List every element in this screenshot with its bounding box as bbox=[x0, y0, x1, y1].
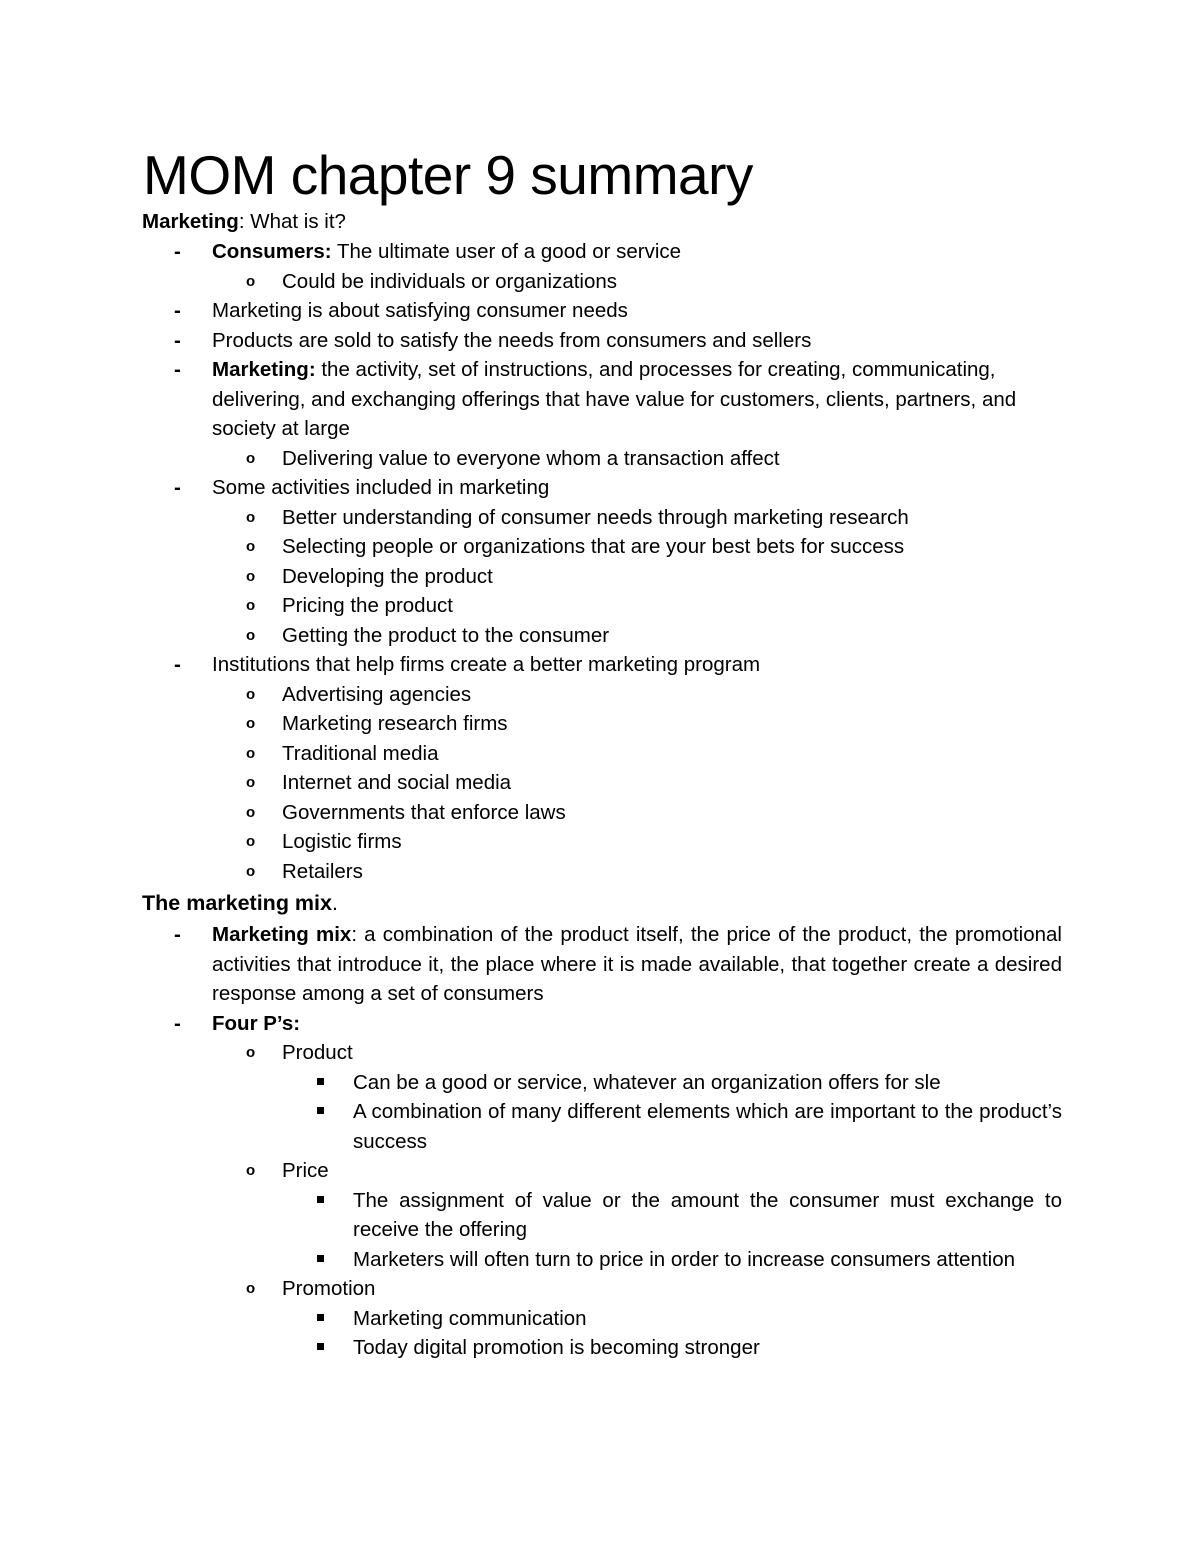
list-item bbox=[142, 237, 1062, 267]
item-text: The assignment of value or the amount the consumer must exchange to receive the offering bbox=[353, 1188, 1062, 1241]
dash-bullet-icon: - bbox=[174, 923, 181, 946]
item-text: Retailers bbox=[282, 859, 363, 883]
circle-bullet-icon: o bbox=[246, 538, 256, 555]
list-item bbox=[142, 1333, 1062, 1363]
circle-bullet-icon: o bbox=[246, 508, 256, 526]
heading-rest: . bbox=[331, 891, 338, 915]
dash-bullet-icon: - bbox=[174, 476, 181, 499]
circle-bullet-icon: o bbox=[246, 626, 256, 644]
circle-bullet-icon: o bbox=[246, 833, 256, 850]
list-item bbox=[142, 709, 1062, 739]
list-item bbox=[142, 562, 1062, 592]
item-text: Developing the product bbox=[282, 564, 493, 588]
dash-bullet-icon: - bbox=[174, 299, 181, 322]
definition: the activity, set of instructions, and processes for creating, communicating, delivering, and exchanging offerings that have value for customers, clients, partners, and society at large bbox=[212, 358, 1017, 440]
page-title: MOM chapter 9 summary bbox=[143, 144, 753, 206]
heading-term: Marketing bbox=[142, 210, 239, 233]
item-text: Delivering value to everyone whom a transaction affect bbox=[282, 446, 780, 470]
item-text: Better understanding of consumer needs through marketing research bbox=[282, 505, 909, 529]
item-text: Marketing communication bbox=[353, 1306, 587, 1330]
list-item bbox=[142, 739, 1062, 769]
item-text: A combination of many different elements which are important to the product’s success bbox=[353, 1100, 1062, 1153]
item-text: Marketing is about satisfying consumer needs bbox=[212, 299, 628, 322]
circle-bullet-icon: o bbox=[246, 744, 256, 762]
square-bullet-icon bbox=[317, 1304, 324, 1334]
item-text: Can be a good or service, whatever an organization offers for sle bbox=[353, 1070, 941, 1094]
term: Four P’s: bbox=[212, 1011, 301, 1035]
item-text: Product bbox=[282, 1041, 353, 1064]
circle-bullet-icon: o bbox=[246, 685, 256, 703]
heading-rest: : What is it? bbox=[238, 210, 346, 233]
list-item bbox=[142, 267, 1062, 297]
dash-bullet-icon: - bbox=[174, 328, 181, 352]
item-text: Marketing research firms bbox=[282, 712, 508, 735]
list-item bbox=[142, 1156, 1062, 1186]
list-item bbox=[142, 650, 1062, 680]
list-item bbox=[142, 296, 1062, 326]
dash-bullet-icon: - bbox=[174, 1011, 181, 1035]
dash-bullet-icon: - bbox=[174, 358, 181, 381]
heading-term: The marketing mix bbox=[142, 891, 332, 915]
circle-bullet-icon: o bbox=[246, 862, 256, 880]
list-item bbox=[142, 1068, 1062, 1098]
dash-bullet-icon: - bbox=[174, 653, 181, 676]
item-text: Institutions that help firms create a better marketing program bbox=[212, 653, 761, 676]
square-bullet-icon bbox=[317, 1068, 324, 1098]
list-item bbox=[142, 827, 1062, 857]
section-heading-marketing-mix bbox=[142, 886, 1062, 920]
term: Marketing: bbox=[212, 358, 316, 381]
list-item bbox=[142, 680, 1062, 710]
list-item bbox=[142, 621, 1062, 651]
list-item bbox=[142, 326, 1062, 356]
list-item bbox=[142, 1097, 1062, 1156]
list-item bbox=[142, 444, 1062, 474]
circle-bullet-icon: o bbox=[246, 715, 256, 732]
item-text: Today digital promotion is becoming stronger bbox=[353, 1336, 760, 1359]
circle-bullet-icon: o bbox=[246, 1162, 256, 1179]
item-text: Some activities included in marketing bbox=[212, 476, 550, 499]
circle-bullet-icon: o bbox=[246, 1280, 256, 1297]
list-item bbox=[142, 1186, 1062, 1245]
item-text: Price bbox=[282, 1159, 329, 1182]
item-text: Selecting people or organizations that are your best bets for success bbox=[282, 535, 905, 558]
document-body bbox=[142, 207, 1062, 1363]
list-item bbox=[142, 532, 1062, 562]
list-item bbox=[142, 1274, 1062, 1304]
circle-bullet-icon: o bbox=[246, 449, 256, 467]
section-heading-marketing bbox=[142, 207, 1062, 237]
definition: : a combination of the product itself, the price of the product, the promotional activities that introduce it, the place where it is made available, that together create a desired response among a set of consumers bbox=[212, 923, 1062, 1005]
list-item bbox=[142, 768, 1062, 798]
term: Marketing mix bbox=[212, 923, 352, 946]
item-text: Marketers will often turn to price in order to increase consumers attention bbox=[353, 1247, 1015, 1271]
square-bullet-icon bbox=[317, 1245, 324, 1275]
square-bullet-icon bbox=[317, 1333, 324, 1363]
list-item bbox=[142, 798, 1062, 828]
definition: The ultimate user of a good or service bbox=[331, 240, 682, 263]
circle-bullet-icon: o bbox=[246, 774, 256, 791]
item-text: Governments that enforce laws bbox=[282, 800, 566, 824]
item-text: Products are sold to satisfy the needs from consumers and sellers bbox=[212, 328, 812, 352]
list-item bbox=[142, 1245, 1062, 1275]
list-item bbox=[142, 1009, 1062, 1039]
item-text: Advertising agencies bbox=[282, 682, 472, 706]
item-text: Getting the product to the consumer bbox=[282, 623, 610, 647]
item-text: Promotion bbox=[282, 1277, 376, 1300]
square-bullet-icon bbox=[317, 1186, 324, 1216]
list-item bbox=[142, 473, 1062, 503]
list-item bbox=[142, 591, 1062, 621]
circle-bullet-icon: o bbox=[246, 567, 256, 585]
item-text: Traditional media bbox=[282, 741, 439, 765]
list-item bbox=[142, 503, 1062, 533]
circle-bullet-icon: o bbox=[246, 1044, 256, 1061]
list-item bbox=[142, 920, 1062, 1009]
list-item bbox=[142, 857, 1062, 887]
list-item bbox=[142, 1038, 1062, 1068]
item-text: Could be individuals or organizations bbox=[282, 269, 618, 293]
item-text: Logistic firms bbox=[282, 830, 402, 853]
list-item bbox=[142, 355, 1062, 444]
square-bullet-icon bbox=[317, 1097, 324, 1127]
item-text: Internet and social media bbox=[282, 771, 512, 794]
circle-bullet-icon: o bbox=[246, 272, 256, 290]
circle-bullet-icon: o bbox=[246, 597, 256, 614]
term: Consumers: bbox=[212, 240, 332, 263]
dash-bullet-icon: - bbox=[174, 240, 181, 263]
circle-bullet-icon: o bbox=[246, 803, 256, 821]
item-text: Pricing the product bbox=[282, 594, 453, 617]
list-item bbox=[142, 1304, 1062, 1334]
